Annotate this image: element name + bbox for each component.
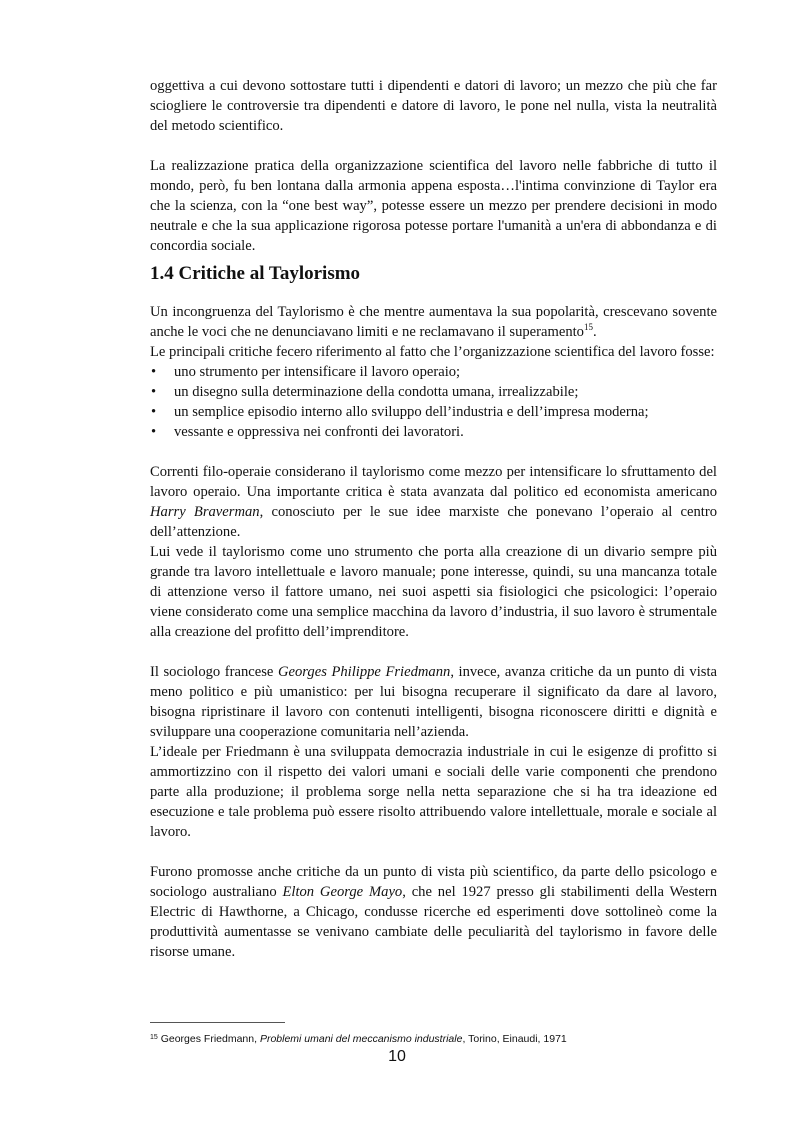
list-item: • uno strumento per intensificare il lavoro operaio; [151, 364, 461, 380]
intro-paragraph-2: La realizzazione pratica della organizzazione scientifica del lavoro nelle fabbriche di tutto il mondo, però, fu ben lontana dalla armonia appena esposta…l'intima convinzione di Taylor era che la scienza, con la “one best way”, potesse essere un mezzo per prendere decisioni in modo neutrale e che la sua applicazione rigorosa potesse portare l'umanità a un'era di abbondanza e di concordia sociale. [150, 158, 717, 254]
paragraph-braverman-2: Lui vede il taylorismo come uno strumento che porta alla creazione di un divario sempre più grande tra lavoro intellettuale e lavoro manuale; pone interesse, quindi, su una mancanza totale di attenzione verso il fattore umano, nei suoi aspetti sia fisiologici che psicologici: l’operaio viene considerato come una semplice macchina da lavoro d’industria, il suo lavoro è strumentale alla creazione del profitto dell’imprenditore. [150, 544, 717, 640]
intro-paragraph-1: oggettiva a cui devono sottostare tutti i dipendenti e datori di lavoro; un mezzo che più che far sciogliere le controversie tra dipendenti e datore di lavoro, le pone nel nulla, vista la neutralità del metodo scientifico. [150, 78, 717, 134]
paragraph-friedmann-2: L’ideale per Friedmann è una sviluppata democrazia industriale in cui le esigenze di profitto si ammortizzino con il rispetto dei valori umani e sociali delle varie componenti che prendono parte alla produzione; il problema sorge nella netta separazione che si ha tra ideazione ed esecuzione e tale problema può essere risolto attribuendo valore intellettuale, morale e sociale al lavoro. [150, 744, 717, 840]
paragraph-friedmann: Il sociologo francese Georges Philippe Friedmann, invece, avanza critiche da un punto di vista meno politico e più umanistico: per lui bisogna recuperare il significato da dare al lavoro, bisogna ripristinare il lavoro con contenuti intelligenti, bisogna riconoscere diritti e dignità e sviluppare una cooperazione comunitaria nell’azienda. [150, 664, 717, 740]
bullet-icon: • [151, 404, 157, 420]
footnote-reference[interactable]: 15 [583, 322, 593, 332]
paragraph-text: Un incongruenza del Taylorismo è che mentre aumentava la sua popolarità, crescevano sovente anche le voci che ne denunciavano limiti e ne reclamavano il superamento [150, 304, 717, 340]
list-item: • vessante e oppressiva nei confronti dei lavoratori. [151, 424, 464, 440]
footnote: $^{15}$ Georges Friedmann, Problemi umani del meccanismo industriale, Torino, Einaudi, 1971 [150, 1033, 567, 1045]
paragraph-critiche: Le principali critiche fecero riferimento al fatto che l’organizzazione scientifica del lavoro fosse: [150, 344, 715, 360]
paragraph-incongruenza [150, 302, 717, 342]
section-heading: 1.4 Critiche al Taylorismo [150, 263, 361, 284]
bullet-icon: • [151, 424, 157, 440]
footnote-number: 15 [150, 1034, 158, 1041]
list-item: • un disegno sulla determinazione della condotta umana, irrealizzabile; [151, 384, 579, 400]
person-name-braverman: Harry Braverman [150, 504, 260, 520]
person-name-friedmann: Georges Philippe Friedmann [277, 664, 451, 680]
footnote-book-title: Problemi umani del meccanismo industriale [259, 1033, 463, 1045]
paragraph-end: . [592, 324, 597, 340]
page-number: 10 [388, 1048, 406, 1065]
paragraph-braverman: Correnti filo-operaie considerano il taylorismo come mezzo per intensificare lo sfruttamento del lavoro operaio. Una importante critica è stata avanzata dal politico ed economista americano Harry Braverman, conosciuto per le sue idee marxiste che ponevano l’operaio al centro dell’attenzione. [150, 464, 717, 540]
person-name-mayo: Elton George Mayo [282, 884, 403, 900]
bullet-icon: • [151, 384, 157, 400]
critique-list [150, 362, 717, 442]
section-body [150, 302, 717, 962]
intro-block [150, 76, 717, 256]
list-item: • un semplice episodio interno allo sviluppo dell’industria e dell’impresa moderna; [151, 404, 649, 420]
bullet-icon: • [151, 364, 157, 380]
footnote-separator [150, 1022, 285, 1023]
paragraph-mayo: Furono promosse anche critiche da un punto di vista più scientifico, da parte dello psicologo e sociologo australiano Elton George Mayo, che nel 1927 presso gli stabilimenti della Western Electric di Hawthorne, a Chicago, condusse ricerche ed esperimenti dove sottolineò come la produttività aumentasse se venivano cambiate delle peculiarità del taylorismo in favore delle risorse umane. [150, 864, 717, 960]
